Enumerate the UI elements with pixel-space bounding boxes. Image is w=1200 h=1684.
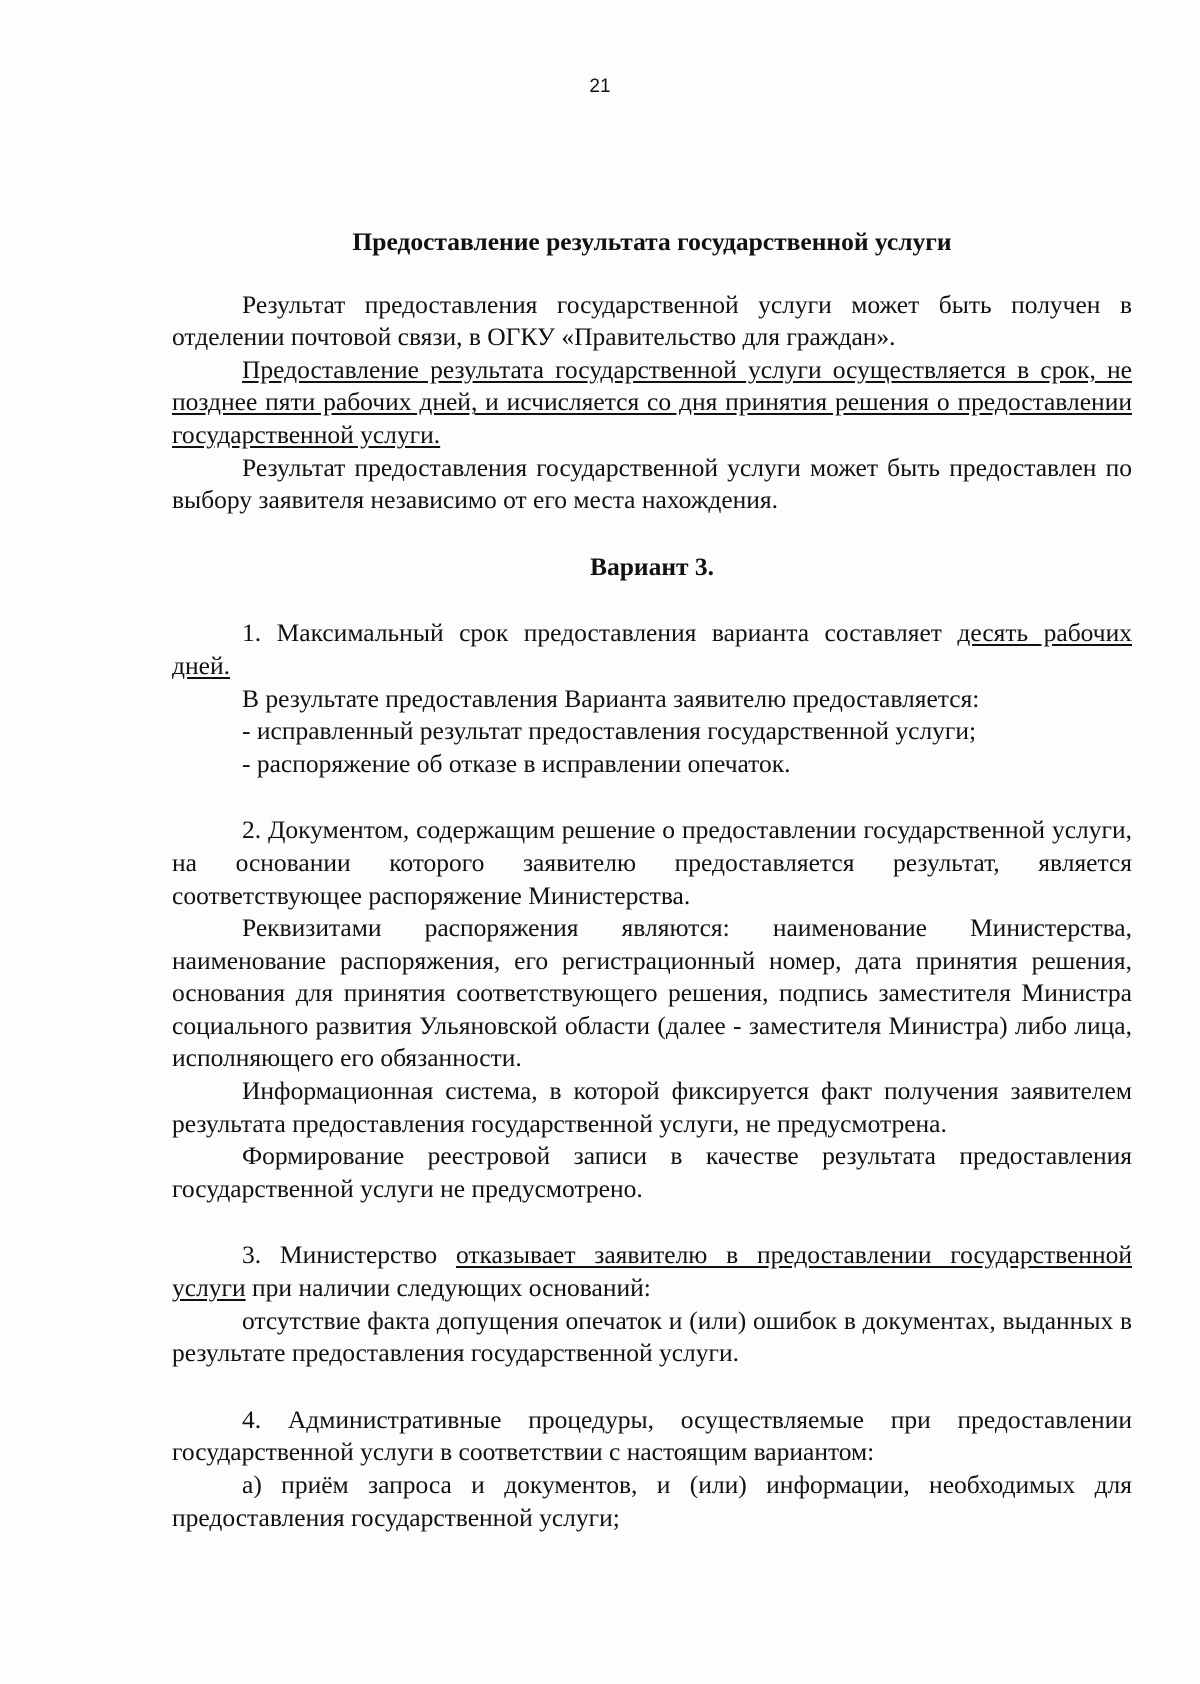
intro-paragraph-2 xyxy=(172,354,1132,452)
variant-title: Вариант 3. xyxy=(589,551,715,581)
item2-paragraph-4: Формирование реестровой записи в качестве результата предоставления государственной услуги не предусмотрено. xyxy=(172,1141,1132,1203)
item1-bullet-1: - исправленный результат предоставления государственной услуги; xyxy=(242,716,977,746)
item4-paragraph-1: 4. Административные процедуры, осуществляемые при предоставлении государственной услуги в соответствии с настоящим вариантом: xyxy=(172,1404,1132,1467)
item1-lead: 1. Максимальный срок предоставления варианта составляет xyxy=(242,618,958,648)
item2-paragraph-2: Реквизитами распоряжения являются: наименование Министерства, наименование распоряжения, его регистрационный номер, дата принятия решения, основания для принятия соответствующего решения, подпись заместителя Министра социального развития Ульяновской области (далее - заместителя Министра) либо лица, исполняющего его обязанности. xyxy=(172,913,1132,1073)
intro-paragraph-3: Результат предоставления государственной услуги может быть предоставлен по выбору заявителя независимо от его места нахождения. xyxy=(172,452,1132,515)
item3-tail: при наличии следующих оснований: xyxy=(245,1273,651,1303)
section-title: Предоставление результата государственной услуги xyxy=(352,227,952,256)
item2-paragraph-3: Информационная система, в которой фиксируется факт получения заявителем результата предоставления государственной услуги, не предусмотрена. xyxy=(172,1076,1132,1138)
item3-paragraph-1 xyxy=(172,1239,1132,1304)
item3-underlined: отказывает заявителю в предоставлении государственной услуги xyxy=(172,1240,1132,1303)
item3-paragraph-2: отсутствие факта допущения опечаток и (или) ошибок в документах, выданных в результате предоставления государственной услуги. xyxy=(172,1305,1132,1368)
intro-paragraph-1: Результат предоставления государственной услуги может быть получен в отделении почтовой связи, в ОГКУ «Правительство для граждан». xyxy=(172,289,1132,352)
item3-lead: 3. Министерство xyxy=(242,1240,456,1270)
document-body xyxy=(172,226,1132,1534)
page-number: 21 xyxy=(589,76,611,97)
item2-paragraph-1: 2. Документом, содержащим решение о предоставлении государственной услуги, на основании которого заявителю предоставляется результат, является соответствующее распоряжение Министерства. xyxy=(172,815,1132,910)
item1-result-intro: В результате предоставления Варианта заявителю предоставляется: xyxy=(242,683,980,713)
intro-underlined-text: Предоставление результата государственной услуги осуществляется в срок, не позднее пяти рабочих дней, и исчисляется со дня принятия решения о предоставлении государственной услуги. xyxy=(172,354,1132,449)
item4-paragraph-2: а) приём запроса и документов, и (или) информации, необходимых для предоставления государственной услуги; xyxy=(172,1470,1132,1532)
item1-paragraph xyxy=(172,617,1132,682)
item1-underlined: десять рабочих дней. xyxy=(172,618,1132,680)
item1-bullet-2: - распоряжение об отказе в исправлении опечаток. xyxy=(242,748,791,778)
